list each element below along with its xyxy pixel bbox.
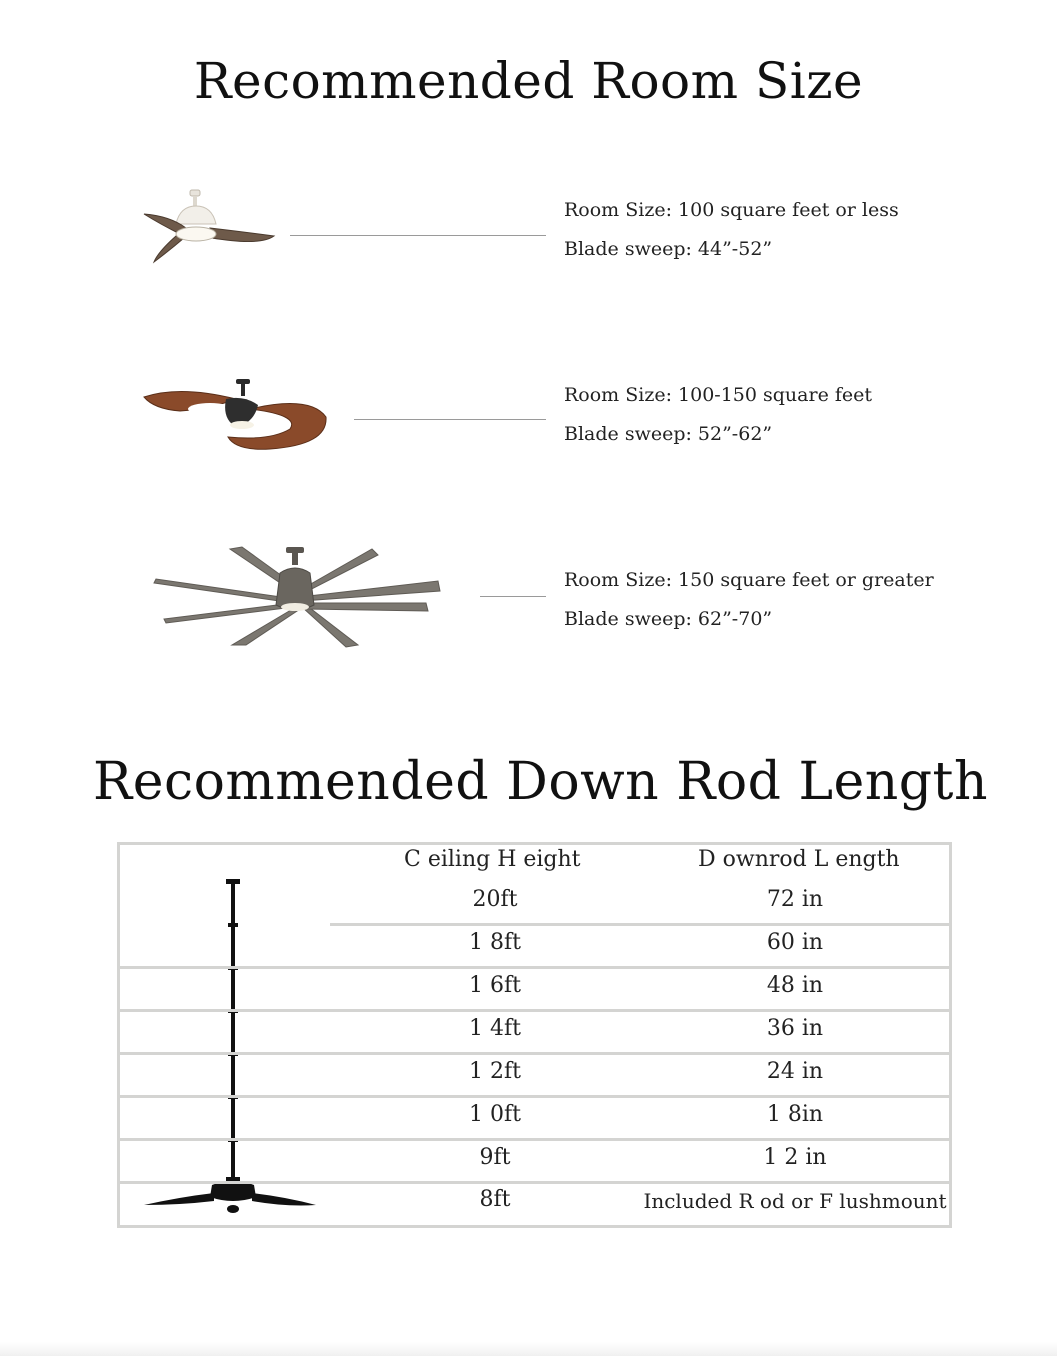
- leader-line: [480, 596, 546, 597]
- page-bottom-edge: [0, 1342, 1057, 1356]
- room-size-text: Room Size: 150 square feet or greater: [564, 569, 934, 591]
- downrod-length-cell: 36 in: [766, 1016, 824, 1041]
- downrod-title: Recommended Down Rod Length: [93, 752, 988, 812]
- ceiling-height-cell: 8ft: [479, 1187, 511, 1212]
- fan-row-2: [0, 365, 1057, 465]
- ceiling-height-cell: 1 0ft: [469, 1102, 521, 1127]
- downrod-table: [117, 842, 952, 1228]
- header-downrod-length: D ownrod L ength: [698, 847, 900, 872]
- walnut-curved-blade-fan-icon: [140, 375, 340, 455]
- row-divider: [120, 1052, 949, 1055]
- leader-line: [354, 419, 546, 420]
- downrod-length-cell: 60 in: [766, 930, 824, 955]
- downrod-scale-icon: [140, 879, 320, 1219]
- room-size-title: Recommended Room Size: [193, 52, 864, 110]
- ceiling-height-cell: 1 6ft: [469, 973, 521, 998]
- downrod-length-cell: 1 2 in: [763, 1145, 827, 1170]
- downrod-length-cell: 1 8in: [766, 1102, 824, 1127]
- downrod-length-cell: 72 in: [766, 887, 824, 912]
- blade-sweep-text: Blade sweep: 62”-70”: [564, 608, 773, 630]
- ceiling-height-cell: 9ft: [479, 1145, 511, 1170]
- downrod-length-cell: 48 in: [766, 973, 824, 998]
- row-divider: [120, 966, 949, 969]
- fan-spec-3: [564, 561, 934, 639]
- row-divider: [120, 1138, 949, 1141]
- room-size-text: Room Size: 100 square feet or less: [564, 199, 899, 221]
- bronze-nine-blade-fan-icon: [150, 545, 445, 650]
- row-divider: [120, 1009, 949, 1012]
- header-ceiling-height: C eiling H eight: [404, 847, 581, 872]
- fan-row-3: [0, 545, 1057, 645]
- fan-row-1: [0, 180, 1057, 280]
- fan-spec-1: [564, 191, 899, 269]
- white-three-blade-fan-icon: [140, 188, 280, 268]
- ceiling-height-cell: 20ft: [472, 887, 518, 912]
- room-size-text: Room Size: 100-150 square feet: [564, 384, 873, 406]
- row-divider: [330, 923, 949, 926]
- row-divider: [120, 1095, 949, 1098]
- ceiling-height-cell: 1 2ft: [469, 1059, 521, 1084]
- ceiling-height-cell: 1 8ft: [469, 930, 521, 955]
- leader-line: [290, 235, 546, 236]
- fan-spec-2: [564, 376, 872, 454]
- row-divider: [120, 1181, 949, 1184]
- blade-sweep-text: Blade sweep: 44”-52”: [564, 238, 773, 260]
- downrod-length-cell: 24 in: [766, 1059, 824, 1084]
- blade-sweep-text: Blade sweep: 52”-62”: [564, 423, 773, 445]
- downrod-length-cell: Included R od or F lushmount: [643, 1189, 947, 1213]
- ceiling-height-cell: 1 4ft: [469, 1016, 521, 1041]
